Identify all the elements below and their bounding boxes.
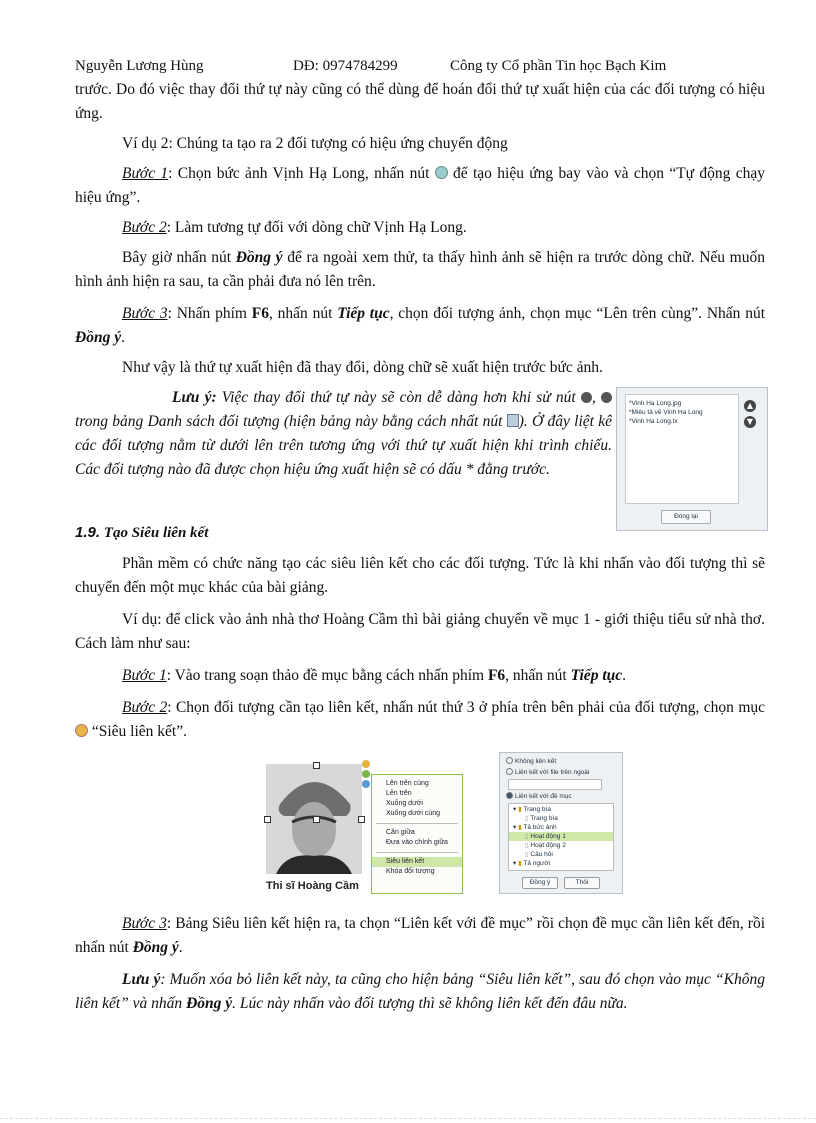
object-list-icon [507,414,519,427]
menu-divider [376,852,458,853]
header-phone: DĐ: 0974784299 [293,58,398,74]
menu-send-backward[interactable]: Xuống dưới [386,800,423,807]
effect-icon [435,166,448,179]
menu-move-to-center[interactable]: Đưa vào chính giữa [386,839,448,846]
paragraph-step-1b: Bước 1: Vào trang soạn thảo đề mục bằng cách nhấn phím F6, nhấn nút Tiếp tục. [122,667,626,684]
tree-item[interactable]: ▯ Hoạt động 2 [525,842,566,849]
header-author: Nguyễn Lương Hùng [75,58,204,74]
object-list-box [625,394,739,504]
paragraph-preview: Bây giờ nhấn nút Đồng ý để ra ngoài xem thử, ta thấy hình ảnh sẽ hiện ra trước dòng chữ. Nếu muốn hình ảnh hiện ra sau, ta cần phải đưa nó lên trên. [75,249,765,290]
photo-caption: Thi sĩ Hoàng Cầm [266,880,359,892]
note-object-list: Lưu ý: Việc thay đổi thứ tự này sẽ còn dễ dàng hơn khi sử nút , trong bảng Danh sách đối tượng (hiện bảng này bằng cách nhất nút ). Ở đây liệt kê các đối tượng nằm từ dưới lên trên tương ứng với thứ tự xuất hiện khi trình chiếu. Các đối tượng nào đã được chọn hiệu ứng xuất hiện sẽ có dấu * đằng trước. [75,389,612,478]
object-button-3-icon[interactable] [362,780,370,788]
resize-handle[interactable] [358,816,365,823]
tree-folder[interactable]: ▾ ▮ Trang bìa [513,806,551,813]
exit-button[interactable]: Thôi [564,877,600,889]
move-up-button[interactable]: ▲ [744,400,756,412]
menu-lock-object[interactable]: Khóa đối tượng [386,868,435,875]
menu-hyperlink[interactable]: Siêu liên kết [372,857,462,867]
option-link-heading[interactable]: Liên kết với đề mục [506,792,572,801]
paragraph-hyperlink-intro: Phần mềm có chức năng tạo các siêu liên kết cho các đối tượng. Tức là khi nhấn vào đối tượng thì sẽ chuyển đến một mục khác của bài giảng. [75,555,765,596]
object-button-2-icon[interactable] [362,770,370,778]
paragraph-step-1a: Bước 1: Chọn bức ảnh Vịnh Hạ Long, nhấn nút để tạo hiệu ứng bay vào và chọn “Tự động chạy hiệu ứng”. [75,165,765,206]
move-down-icon [601,392,612,403]
menu-bring-forward[interactable]: Lên trên [386,790,412,797]
move-up-icon [581,392,592,403]
paragraph-result: Như vậy là thứ tự xuất hiện đã thay đổi, dòng chữ sẽ xuất hiện trước bức ảnh. [122,359,603,376]
paragraph-step-3b: Bước 3: Bảng Siêu liên kết hiện ra, ta chọn “Liên kết với đề mục” rồi chọn đề mục cần liên kết đến, rồi nhấn nút Đồng ý. [75,915,766,956]
file-path-input[interactable] [508,779,602,790]
ok-button[interactable]: Đồng ý [522,877,558,889]
option-no-link[interactable]: Không liên kết [506,757,556,766]
menu-divider [376,823,458,824]
paragraph-step-2a: Bước 2: Làm tương tự đối với dòng chữ Vịnh Hạ Long. [122,219,467,236]
option-link-file[interactable]: Liên kết với file trên ngoài [506,768,589,777]
page-bottom-rule [0,1118,816,1119]
tree-item-selected[interactable]: ▯ Hoạt động 1 [509,832,613,841]
section-heading: 1.9. Tạo Siêu liên kết [75,524,209,541]
paragraph-hyperlink-example: Ví dụ: để click vào ảnh nhà thơ Hoàng Cầm thì bài giảng chuyển về mục 1 - giới thiệu tiểu sử nhà thơ. Cách làm như sau: [75,611,765,652]
note-remove-link: Lưu ý: Muốn xóa bỏ liên kết này, ta cũng cho hiện bảng “Siêu liên kết”, sau đó chọn vào mục “Không liên kết” và nhấn Đồng ý. Lúc này nhấn vào đối tượng thì sẽ không liên kết đến đâu nữa. [75,971,765,1012]
paragraph-step-3a: Bước 3: Nhấn phím F6, nhấn nút Tiếp tục, chọn đối tượng ảnh, chọn mục “Lên trên cùng”. Nhấn nút Đồng ý. [75,305,766,346]
menu-center[interactable]: Căn giữa [386,829,415,836]
hyperlink-dialog [499,752,623,894]
step-label: Bước 1 [122,165,169,182]
heading-tree [508,803,614,871]
resize-handle[interactable] [313,762,320,769]
context-menu [371,774,463,894]
object-button-1-icon[interactable] [362,760,370,768]
paragraph-step-2b: Bước 2: Chọn đối tượng cần tạo liên kết, nhấn nút thứ 3 ở phía trên bên phải của đối tượng, chọn mục “Siêu liên kết”. [75,696,765,744]
object-list-item[interactable]: *Vinh Ha Long.jpg [629,400,682,407]
hyperlink-icon [75,724,88,737]
object-list-item[interactable]: *Vinh Ha Long.tx [629,418,678,425]
paragraph-1: trước. Do đó việc thay đổi thứ tự này cũng có thể dùng để hoán đổi thứ tự xuất hiện của các đối tượng có hiệu ứng. [75,81,765,122]
menu-send-to-back[interactable]: Xuống dưới cùng [386,810,441,817]
menu-bring-to-front[interactable]: Lên trên cùng [386,780,429,787]
resize-handle[interactable] [264,816,271,823]
tree-folder[interactable]: ▾ ▮ Tả bức ảnh [513,824,557,831]
close-button[interactable]: Đóng lại [661,510,711,524]
tree-item[interactable]: ▯ Câu hỏi [525,851,553,858]
move-down-button[interactable]: ▼ [744,416,756,428]
object-list-item[interactable]: *Miêu tả về Vinh Ha Long [629,409,703,416]
header-company: Công ty Cổ phần Tin học Bạch Kim [450,58,667,74]
paragraph-example-2: Ví dụ 2: Chúng ta tạo ra 2 đối tượng có hiệu ứng chuyển động [122,135,508,152]
resize-handle[interactable] [313,816,320,823]
object-list-panel [616,387,768,531]
tree-folder[interactable]: ▾ ▮ Tả người [513,860,551,867]
note-label: Lưu ý: [172,389,217,406]
poet-photo[interactable] [266,764,362,874]
tree-item[interactable]: ▯ Trang bìa [525,815,558,822]
